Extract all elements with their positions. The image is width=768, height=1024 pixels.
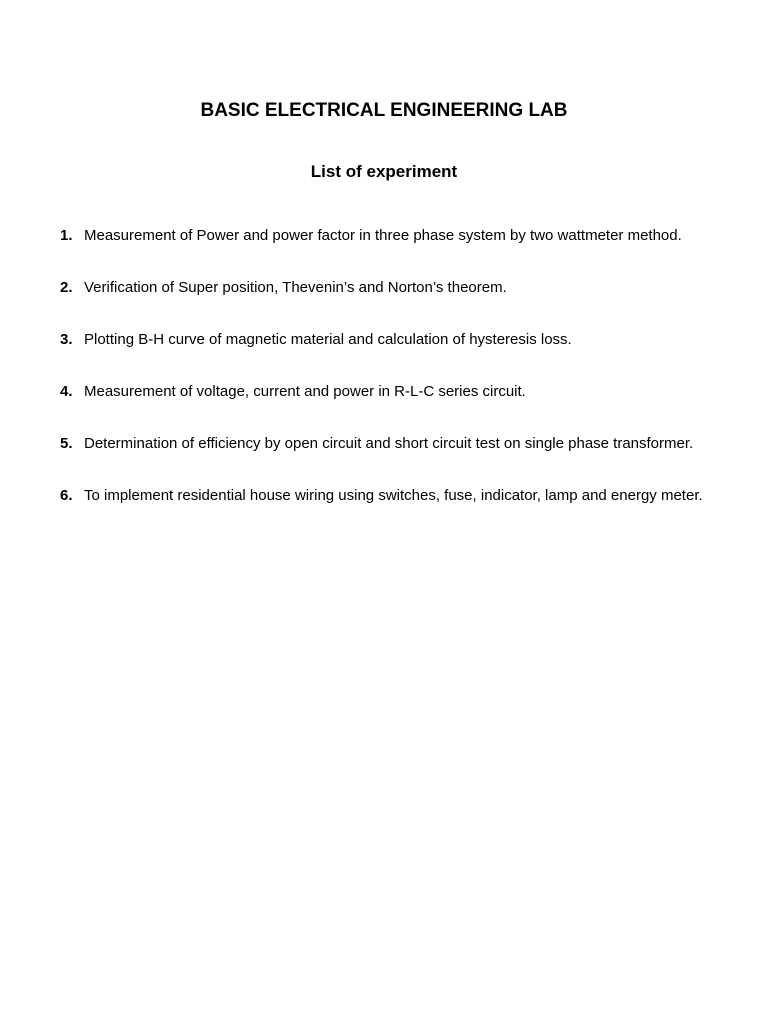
experiment-number: 3. [60,331,73,348]
experiment-number: 5. [60,435,73,452]
experiment-text: To implement residential house wiring using switches, fuse, indicator, lamp and energy meter. [84,487,703,504]
experiment-text: Verification of Super position, Thevenin’s and Norton’s theorem. [84,279,507,296]
experiment-number: 1. [60,227,73,244]
experiment-number: 4. [60,383,73,400]
document-subtitle: List of experiment [310,162,458,181]
experiment-number: 2. [60,279,73,296]
experiment-item [60,210,730,262]
experiment-item [60,366,730,418]
experiment-text: Measurement of Power and power factor in three phase system by two wattmeter method. [84,227,682,244]
experiment-list [60,210,730,522]
experiment-text: Plotting B-H curve of magnetic material and calculation of hysteresis loss. [84,331,572,348]
experiment-text: Determination of efficiency by open circuit and short circuit test on single phase transformer. [84,435,694,452]
document-title: BASIC ELECTRICAL ENGINEERING LAB [200,100,568,121]
experiment-item [60,262,730,314]
experiment-item [60,418,730,470]
experiment-number: 6. [60,487,73,504]
experiment-text: Measurement of voltage, current and power in R-L-C series circuit. [84,383,526,400]
experiment-item [60,470,730,522]
experiment-item [60,314,730,366]
